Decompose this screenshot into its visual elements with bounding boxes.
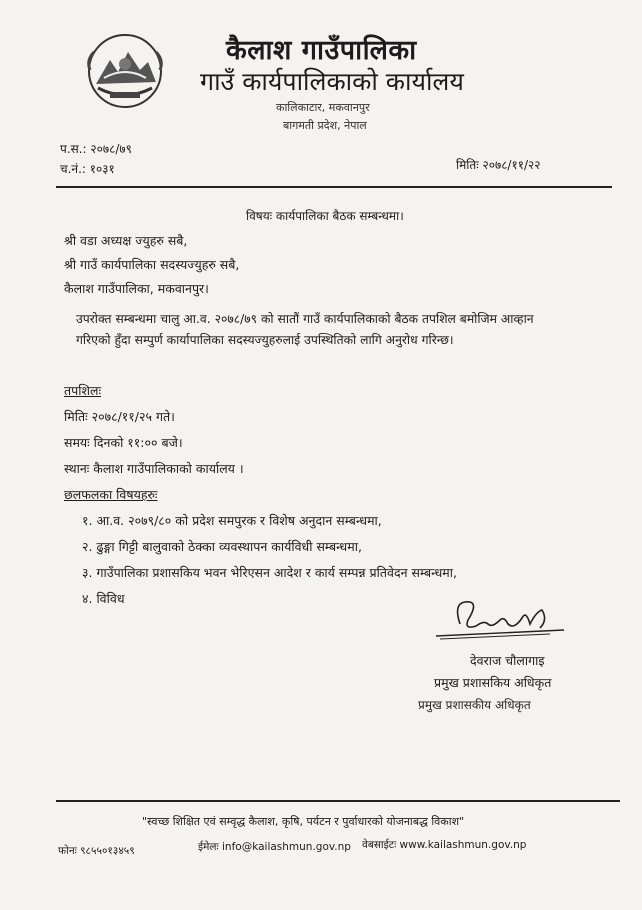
letter-date: मितिः २०७८/११/२२ — [456, 158, 541, 172]
handwritten-signature-icon — [430, 590, 570, 640]
meeting-place: स्थानः कैलाश गाउँपालिकाको कार्यालय । — [64, 461, 244, 476]
recipient-1: श्री वडा अध्यक्ष ज्युहरु सबै, — [64, 233, 188, 248]
footer-phone: फोनः ९८५५०१३४५९ — [58, 845, 135, 857]
address-line-2: बागमती प्रदेश, नेपाल — [283, 119, 367, 132]
agenda-heading: छलफलका विषयहरुः — [64, 487, 158, 502]
office-subtitle: गाउँ कार्यपालिकाको कार्यालय — [200, 67, 464, 96]
agenda-item: ४. विविध — [82, 591, 125, 606]
chalani-number: च.नं.: १०३१ — [60, 162, 115, 176]
meeting-time: समयः दिनको ११:०० बजे। — [64, 435, 183, 450]
footer-divider — [56, 800, 620, 802]
footer-website: वेबसाईटः www.kailashmun.gov.np — [362, 839, 527, 851]
recipient-3: कैलाश गाउँपालिका, मकवानपुर। — [64, 281, 209, 296]
subject-line: विषयः कार्यपालिका बैठक सम्बन्धमा। — [246, 209, 404, 223]
office-title: कैलाश गाउँपालिका — [226, 35, 417, 66]
header-divider — [56, 186, 612, 188]
footer-email: ईमेलः info@kailashmun.gov.np — [198, 841, 351, 853]
agenda-item: १. आ.व. २०७९/८० को प्रदेश समपुरक र विशेष अनुदान सम्बन्धमा, — [82, 513, 382, 528]
address-line-1: कालिकाटार, मकवानपुर — [276, 101, 370, 114]
footer-motto: "स्वच्छ शिक्षित एवं सम्वृद्ध कैलाश, कृषि, पर्यटन र पुर्वाधारको योजनाबद्ध विकाश" — [142, 815, 465, 828]
recipient-2: श्री गाउँ कार्यपालिका सदस्यज्युहरु सबै, — [64, 257, 240, 272]
body-paragraph: उपरोक्त सम्बन्धमा चालु आ.व. २०७८/७९ को सातौं गाउँ कार्यपालिकाको बैठक तपशिल बमोजिम आव्हान गरिएको हुँदा सम्पुर्ण कार्यापालिका सदस्यज्युहरुलाई उपस्थितिको लागि अनुरोध गरिन्छ। — [76, 312, 534, 347]
details-heading: तपशिलः — [64, 383, 101, 398]
signatory-designation: प्रमुख प्रशासकिय अधिकृत — [434, 675, 552, 690]
nepal-emblem-icon — [84, 30, 166, 112]
designation-stamp: प्रमुख प्रशासकीय अधिकृत — [418, 698, 531, 712]
meeting-date: मितिः २०७८/११/२५ गते। — [64, 409, 175, 424]
patra-sankhya: प.स.: २०७८/७९ — [60, 142, 132, 156]
agenda-item: ३. गाउँपालिका प्रशासकिय भवन भेरिएसन आदेश र कार्य सम्पन्न प्रतिवेदन सम्बन्धमा, — [82, 565, 457, 580]
signatory-name: देवराज चौलागाइ — [470, 653, 545, 668]
agenda-item: २. ढुङ्गा गिट्टी बालुवाको ठेक्का व्यवस्थापन कार्यविधी सम्बन्धमा, — [82, 539, 362, 554]
